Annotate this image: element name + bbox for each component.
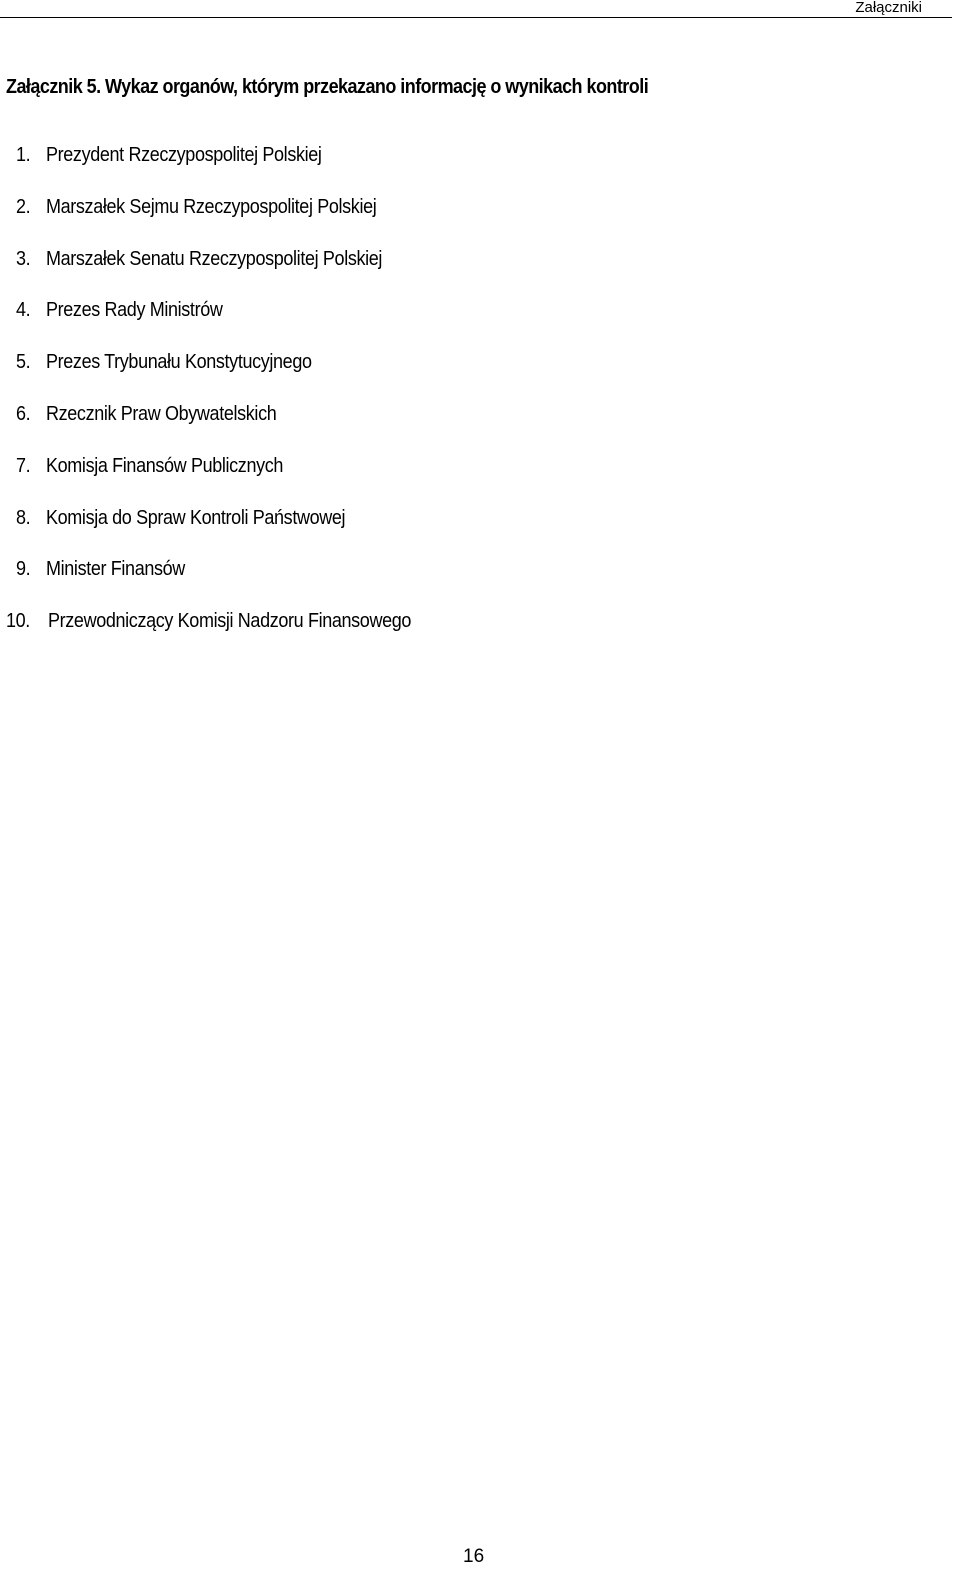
list-item-name: Rzecznik Praw Obywatelskich — [46, 403, 277, 425]
list-item-number: 1. — [16, 144, 31, 166]
list-item-name: Marszałek Sejmu Rzeczypospolitej Polskiej — [46, 196, 377, 218]
list-item-name: Marszałek Senatu Rzeczypospolitej Polskiej — [46, 248, 383, 270]
list-item-number: 9. — [16, 558, 31, 580]
list-item-name: Przewodniczący Komisji Nadzoru Finansowego — [48, 610, 412, 632]
list-item-name: Komisja Finansów Publicznych — [46, 455, 284, 477]
list-item-name: Minister Finansów — [46, 558, 185, 580]
list-item-number: 3. — [16, 248, 31, 270]
list-item-number: 10. — [6, 610, 30, 632]
page-number: 16 — [463, 1546, 485, 1567]
list-item-name: Prezes Trybunału Konstytucyjnego — [46, 351, 312, 373]
document-title: Załącznik 5. Wykaz organów, którym przekazano informację o wynikach kontroli — [6, 76, 649, 98]
list-item-number: 6. — [16, 403, 31, 425]
list-item-number: 5. — [16, 351, 31, 373]
list-item-number: 2. — [16, 196, 31, 218]
running-header-title: Załączniki — [855, 0, 922, 16]
list-item-name: Prezes Rady Ministrów — [46, 299, 223, 321]
list-item-number: 4. — [16, 299, 31, 321]
list-item-name: Prezydent Rzeczypospolitej Polskiej — [46, 144, 322, 166]
list-item-name: Komisja do Spraw Kontroli Państwowej — [46, 507, 346, 529]
running-header — [0, 0, 952, 18]
list-item-number: 7. — [16, 455, 31, 477]
list-item-number: 8. — [16, 507, 31, 529]
